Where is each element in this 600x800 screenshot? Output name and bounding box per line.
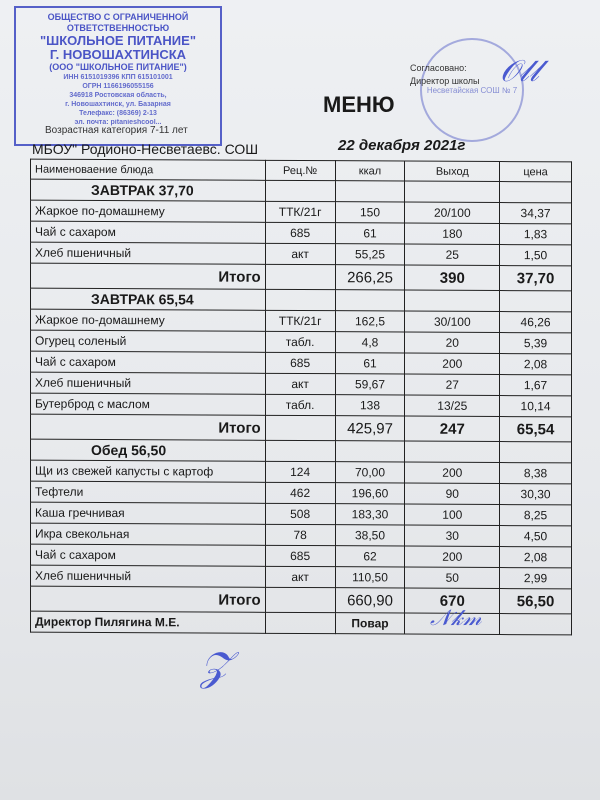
table-cell: 70,00	[335, 462, 405, 483]
table-cell: Чай с сахаром	[31, 351, 266, 373]
table-cell: акт	[265, 566, 335, 587]
table-cell: 2,99	[500, 568, 572, 589]
table-header	[31, 159, 572, 182]
table-cell: 37,70	[500, 266, 572, 291]
seal-text: Несветайская СОШ № 7	[426, 85, 518, 95]
table-cell: 8,25	[500, 505, 572, 526]
table-cell: 90	[405, 483, 500, 504]
section-header	[31, 439, 572, 463]
table-cell: 10,14	[500, 396, 572, 417]
table-cell: 8,38	[500, 463, 572, 484]
table-cell: Жаркое по-домашнему	[31, 200, 266, 222]
table-cell: 200	[405, 546, 500, 567]
table-cell: цена	[500, 162, 572, 182]
table-cell: ТТК/21г	[265, 310, 335, 331]
approval-role: Директор школы	[410, 76, 480, 86]
total-row	[31, 263, 572, 291]
table-cell: Выход	[405, 161, 500, 181]
table-row	[31, 523, 572, 547]
table-cell: акт	[265, 373, 335, 394]
stamp-line: "ШКОЛЬНОЕ ПИТАНИЕ"	[40, 33, 196, 48]
table-cell: 46,26	[500, 312, 572, 333]
table-cell: 30	[405, 525, 500, 546]
table-cell: Итого	[31, 414, 266, 440]
stamp-line: г. Новошахтинск, ул. Базарная	[65, 101, 171, 108]
stamp-line: ОТВЕТСТВЕННОСТЬЮ	[66, 23, 170, 33]
footer-row	[31, 611, 572, 635]
page-title: МЕНЮ	[323, 92, 395, 117]
table-cell	[405, 441, 500, 462]
section-header	[31, 288, 572, 312]
table-cell: 670	[405, 588, 500, 613]
table-cell: 266,25	[335, 265, 405, 290]
table-cell: 55,25	[335, 244, 405, 265]
table-cell	[265, 415, 335, 440]
table-row	[31, 502, 572, 526]
table-cell: Тефтели	[31, 481, 266, 503]
table-cell	[500, 182, 572, 203]
table-cell: 200	[405, 462, 500, 483]
stamp-line: Телефакс: (86369) 2-13	[79, 110, 157, 117]
table-cell	[335, 441, 405, 462]
table-cell	[405, 290, 500, 311]
table-cell: 4,50	[500, 526, 572, 547]
table-row	[31, 460, 572, 484]
table-cell: Икра свекольная	[31, 523, 266, 545]
stamp-line: ОБЩЕСТВО С ОГРАНИЧЕННОЙ	[47, 12, 189, 22]
table-cell: 61	[335, 223, 405, 244]
table-cell: Огурец соленый	[31, 330, 266, 352]
stamp-line: ИНН 6151019396 КПП 615101001	[63, 74, 173, 81]
table-cell: Щи из свежей капусты с картоф	[31, 460, 266, 482]
table-row	[31, 242, 572, 266]
table-cell: 100	[405, 504, 500, 525]
table-row	[31, 393, 572, 417]
table-row	[31, 330, 572, 354]
table-cell: Наименоваение блюда	[31, 159, 266, 180]
table-cell: 196,60	[335, 483, 405, 504]
table-cell: 25	[405, 244, 500, 265]
table-cell: 59,67	[335, 374, 405, 395]
menu-table	[30, 159, 572, 636]
table-cell	[265, 289, 335, 310]
table-cell	[500, 291, 572, 312]
table-cell	[335, 290, 405, 311]
table-cell: 1,67	[500, 375, 572, 396]
table-cell: 4,8	[335, 332, 405, 353]
table-cell: 150	[335, 202, 405, 223]
table-cell: Бутерброд с маслом	[31, 393, 266, 415]
table-cell: 138	[335, 395, 405, 416]
table-cell: 13/25	[405, 395, 500, 416]
menu-date: 22 декабря 2021г	[338, 137, 466, 154]
table-cell: 34,37	[500, 203, 572, 224]
cook-label: Повар	[335, 613, 405, 634]
table-cell: Каша гречнивая	[31, 502, 266, 524]
table-cell: 56,50	[500, 589, 572, 614]
table-cell: 20	[405, 332, 500, 353]
section-title: ЗАВТРАК 65,54	[31, 288, 266, 310]
table-cell: 110,50	[335, 567, 405, 588]
table-row	[31, 221, 572, 245]
approval-block	[410, 62, 480, 88]
table-cell: 390	[405, 265, 500, 290]
table-cell: 61	[335, 353, 405, 374]
table-cell: 660,90	[335, 588, 405, 613]
section-title: Обед 56,50	[31, 439, 266, 461]
table-cell: Рец.№	[265, 160, 335, 180]
stamp-line: Г. НОВОШАХТИНСКА	[49, 47, 187, 62]
table-cell: 5,39	[500, 333, 572, 354]
table-cell	[500, 614, 572, 635]
table-cell: 30,30	[500, 484, 572, 505]
table-row	[31, 351, 572, 375]
stamp-line: эл. почта: pitanieshcool...	[74, 119, 162, 126]
school-name: МБОУ" Родионо-Несветаевс. СОШ	[32, 141, 259, 157]
section-title: ЗАВТРАК 37,70	[31, 179, 266, 201]
table-cell: 200	[405, 353, 500, 374]
table-cell: 247	[405, 416, 500, 441]
table-cell: 183,30	[335, 504, 405, 525]
table-cell: ТТК/21г	[265, 201, 335, 222]
table-cell: ккал	[335, 161, 405, 181]
table-cell	[265, 264, 335, 289]
table-cell: 462	[265, 482, 335, 503]
table-cell: Итого	[31, 586, 266, 612]
stamp-line: 346918 Ростовская область,	[69, 92, 167, 99]
table-cell: 685	[265, 545, 335, 566]
table-cell: 124	[265, 461, 335, 482]
table-cell: Хлеб пшеничный	[31, 372, 266, 394]
table-row	[31, 200, 572, 224]
table-cell	[265, 180, 335, 201]
table-cell: 38,50	[335, 525, 405, 546]
table-cell: 65,54	[500, 417, 572, 442]
table-cell: 30/100	[405, 311, 500, 332]
table-cell: 425,97	[335, 416, 405, 441]
table-cell: 50	[405, 567, 500, 588]
table-cell	[265, 612, 335, 633]
table-cell: 1,50	[500, 245, 572, 266]
table-cell: 78	[265, 524, 335, 545]
table-cell: табл.	[265, 394, 335, 415]
table-cell	[405, 181, 500, 202]
table-cell: Жаркое по-домашнему	[31, 309, 266, 331]
table-cell: Хлеб пшеничный	[31, 242, 266, 264]
director-name: Директор Пилягина М.Е.	[31, 611, 266, 633]
table-cell	[500, 442, 572, 463]
table-cell: 180	[405, 223, 500, 244]
section-header	[31, 179, 572, 203]
table-cell: 162,5	[335, 311, 405, 332]
table-cell: 685	[265, 352, 335, 373]
table-cell	[265, 587, 335, 612]
table-cell: табл.	[265, 331, 335, 352]
table-cell: 508	[265, 503, 335, 524]
stamp-line: ОГРН 1166196055156	[82, 83, 154, 90]
table-row	[31, 544, 572, 568]
table-cell	[335, 181, 405, 202]
table-cell: 685	[265, 222, 335, 243]
table-cell: 62	[335, 546, 405, 567]
signature-scribble: 𝒵	[200, 645, 231, 689]
table-cell: Чай с сахаром	[31, 221, 266, 243]
table-cell: 2,08	[500, 354, 572, 375]
table-row	[31, 481, 572, 505]
total-row	[31, 414, 572, 442]
director-signature: 𝒪𝓁𝓁	[500, 55, 539, 88]
table-cell: Итого	[31, 263, 266, 289]
stamp-line: (ООО "ШКОЛЬНОЕ ПИТАНИЕ")	[49, 62, 187, 72]
school-seal	[420, 38, 524, 142]
table-row	[31, 309, 572, 333]
table-cell: 27	[405, 374, 500, 395]
total-row	[31, 586, 572, 614]
table-row	[31, 372, 572, 396]
table-cell: Чай с сахаром	[31, 544, 266, 566]
table-row	[31, 565, 572, 589]
table-cell	[265, 440, 335, 461]
cook-signature: 𝒩𝓀𝓂	[430, 605, 482, 630]
age-category: Возрастная категория 7-11 лет	[45, 125, 188, 136]
table-cell: 20/100	[405, 202, 500, 223]
table-cell: 1,83	[500, 224, 572, 245]
table-cell: 2,08	[500, 547, 572, 568]
table-cell: акт	[265, 243, 335, 264]
approval-label: Согласовано:	[410, 63, 467, 73]
table-cell: Хлеб пшеничный	[31, 565, 266, 587]
